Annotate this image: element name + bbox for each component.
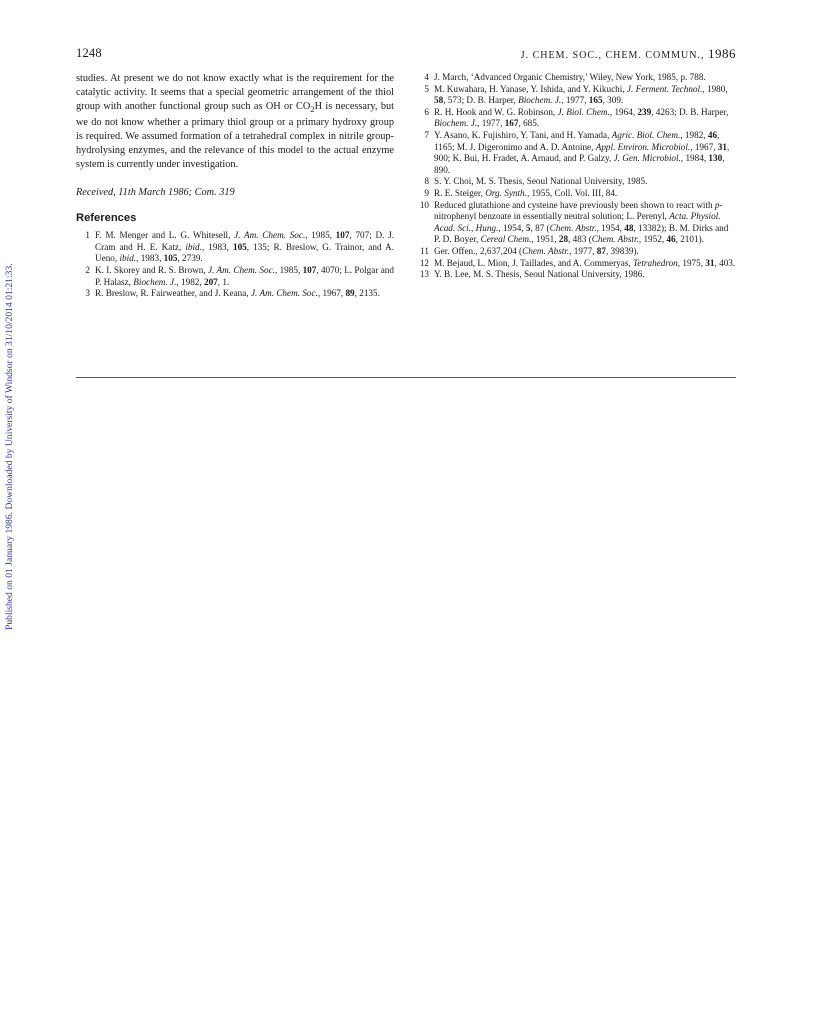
reference-item: 7 Y. Asano, K. Fujishiro, Y. Tani, and H. Yamada, Agric. Biol. Chem., 1982, 46, 1165; M. J. Digeronimo and A. D. Antoine, Appl. Environ. Microbiol., 1967, 31, 900; K. Bui, H. Fradet, A. Arnaud, and P. Galzy, J. Gen. Microbiol., 1984, 130, 890.: [424, 129, 730, 175]
section-divider: [76, 377, 736, 378]
reference-item: 13 Y. B. Lee, M. S. Thesis, Seoul National University, 1986.: [419, 269, 645, 280]
page-number: 1248: [76, 46, 102, 60]
reference-item: 6 R. H. Hook and W. G. Robinson, J. Biol. Chem., 1964, 239, 4263; D. B. Harper, Biochem. J., 1977, 167, 685.: [424, 106, 729, 129]
reference-item: 3 R. Breslow, R. Fairweather, and J. Keana, J. Am. Chem. Soc., 1967, 89, 2135.: [85, 288, 380, 299]
reference-item: 11 Ger. Offen., 2,637,204 (Chem. Abstr., 1977, 87, 39839).: [420, 245, 639, 256]
journal-year: 1986: [708, 46, 736, 61]
running-head: [521, 46, 736, 62]
reference-item: 5 M. Kuwahara, H. Yanase, Y. Ishida, and Y. Kikuchi, J. Ferment. Technol., 1980, 58, 573; D. B. Harper, Biochem. J., 1977, 165, 309.: [424, 83, 728, 106]
watermark-text: Published on 01 January 1986. Downloaded by University of Windsor on 31/10/2014 01:21:33.: [4, 263, 15, 630]
reference-item: 12 M. Bejaud, L. Mion, J. Taillades, and A. Commeryas, Tetrahedron, 1975, 31, 403.: [419, 257, 736, 268]
reference-item: 2 K. I. Skorey and R. S. Brown, J. Am. Chem. Soc., 1985, 107, 4070; L. Polgar and P. Halasz, Biochem. J., 1982, 207, 1.: [85, 265, 394, 287]
right-column: [415, 72, 737, 281]
received-date: Received, 11th March 1986; Com. 319: [76, 186, 235, 198]
reference-item: 1 F. M. Menger and L. G. Whitesell, J. Am. Chem. Soc., 1985, 107, 707; D. J. Cram and H. E. Katz, ibid., 1983, 105, 135; R. Breslow, G. Trainor, and A. Ueno, ibid., 1983, 105, 2739.: [85, 230, 395, 264]
left-column: [76, 72, 394, 300]
reference-item: 9 R. E. Steiger, Org. Synth., 1955, Coll. Vol. III, 84.: [424, 187, 618, 198]
reference-item: 10 Reduced glutathione and cysteine have previously been shown to react with p-nitrophenyl benzoate in essentially neutral solution; L. Perenyl, Acta. Physiol. Acad. Sci., Hung., 1954, 5, 87 (Chem. Abstr., 1954, 48, 13382); B. M. Dirks and P. D. Boyer, Cereal Chem., 1951, 28, 483 (Chem. Abstr., 1952, 46, 2101).: [419, 199, 729, 245]
reference-item: 8 S. Y. Choi, M. S. Thesis, Seoul National University, 1985.: [424, 176, 648, 187]
reference-item: 4 J. March, ‘Advanced Organic Chemistry,’ Wiley, New York, 1985, p. 788.: [424, 72, 706, 82]
references-heading: References: [76, 212, 137, 225]
subscript: 2: [310, 103, 315, 114]
download-watermark: [4, 230, 18, 630]
body-paragraph: studies. At present we do not know exactly what is the requirement for the catalytic activity. It seems that a special geometric arrangement of the thiol group with another functional group such as OH or $CO_2H$ is necessary, but we do not know whether a primary thiol group or a primary hydroxy group is required. We assumed formation of a tetrahedral complex in nitrile group-hydrolysing enzymes, and the relevance of this model to the actual enzyme system is currently under investigation.: [76, 73, 394, 170]
journal-title: J. CHEM. SOC., CHEM. COMMUN.,: [520, 50, 705, 61]
